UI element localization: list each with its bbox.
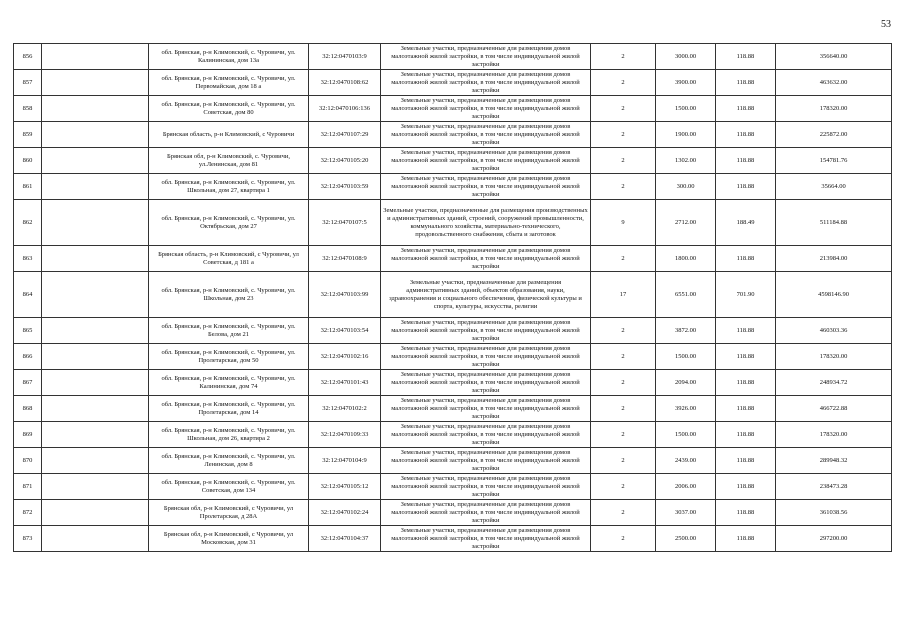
- address-cell: обл. Брянская, р-н Климовский, с. Чуровичи, ул. Школьная, дом 23: [149, 272, 309, 318]
- table-row: [14, 318, 892, 344]
- rate-cell: 118.88: [716, 500, 776, 526]
- address-cell: обл. Брянская, р-н Климовский, с. Чуровичи, ул. Школьная, дом 26, квартира 2: [149, 422, 309, 448]
- land-use-cell: Земельные участки, предназначенные для размещения домов малоэтажной жилой застройки, в том числе индивидуальной жилой застройки: [381, 500, 591, 526]
- cadastral-value-cell: 154781.76: [776, 148, 892, 174]
- cadastral-number-cell: 32:12:0470108:9: [309, 246, 381, 272]
- cadastral-number-cell: 32:12:0470103:9: [309, 44, 381, 70]
- row-spacer: [42, 370, 149, 396]
- row-number: 869: [14, 422, 42, 448]
- cadastral-value-cell: 225872.00: [776, 122, 892, 148]
- group-cell: 2: [591, 96, 656, 122]
- cadastral-value-cell: 238473.28: [776, 474, 892, 500]
- group-cell: 2: [591, 474, 656, 500]
- address-cell: Брянская область, р-н Климовский, с Чуровичи: [149, 122, 309, 148]
- cadastral-value-cell: 178320.00: [776, 344, 892, 370]
- area-cell: 2094.00: [656, 370, 716, 396]
- group-cell: 2: [591, 396, 656, 422]
- land-use-cell: Земельные участки, предназначенные для размещения домов малоэтажной жилой застройки, в том числе индивидуальной жилой застройки: [381, 370, 591, 396]
- rate-cell: 118.88: [716, 44, 776, 70]
- land-use-cell: Земельные участки, предназначенные для размещения домов малоэтажной жилой застройки, в том числе индивидуальной жилой застройки: [381, 96, 591, 122]
- rate-cell: 118.88: [716, 122, 776, 148]
- cadastral-number-cell: 32:12:0470103:59: [309, 174, 381, 200]
- cadastral-number-cell: 32:12:0470102:24: [309, 500, 381, 526]
- group-cell: 17: [591, 272, 656, 318]
- land-use-cell: Земельные участки, предназначенные для размещения домов малоэтажной жилой застройки, в том числе индивидуальной жилой застройки: [381, 396, 591, 422]
- row-number: 857: [14, 70, 42, 96]
- row-number: 865: [14, 318, 42, 344]
- address-cell: Брянская обл, р-н Климовский, с Чуровичи, ул Московская, дом 31: [149, 526, 309, 552]
- table-row: [14, 396, 892, 422]
- table-row: [14, 526, 892, 552]
- cadastral-value-cell: 213984.00: [776, 246, 892, 272]
- table-row: [14, 96, 892, 122]
- row-number: 861: [14, 174, 42, 200]
- table-row: [14, 44, 892, 70]
- address-cell: обл. Брянская, р-н Климовский, с. Чуровичи, ул. Первомайская, дом 18 а: [149, 70, 309, 96]
- cadastral-number-cell: 32:12:0470104:37: [309, 526, 381, 552]
- land-use-cell: Земельные участки, предназначенные для размещения домов малоэтажной жилой застройки, в том числе индивидуальной жилой застройки: [381, 44, 591, 70]
- rate-cell: 118.88: [716, 396, 776, 422]
- cadastral-number-cell: 32:12:0470102:2: [309, 396, 381, 422]
- row-number: 863: [14, 246, 42, 272]
- table-row: [14, 474, 892, 500]
- rate-cell: 118.88: [716, 370, 776, 396]
- row-number: 867: [14, 370, 42, 396]
- cadastral-value-cell: 466722.88: [776, 396, 892, 422]
- cadastral-value-table: [13, 43, 892, 552]
- row-spacer: [42, 318, 149, 344]
- cadastral-value-cell: 511184.88: [776, 200, 892, 246]
- address-cell: Брянская обл, р-н Климовский, с. Чуровичи, ул.Ленинская, дом 81: [149, 148, 309, 174]
- address-cell: обл. Брянская, р-н Климовский, с. Чуровичи, ул. Октябрьская, дом 27: [149, 200, 309, 246]
- address-cell: обл. Брянская, р-н Климовский, с. Чуровичи, ул. Белова, дом 21: [149, 318, 309, 344]
- address-cell: обл. Брянская, р-н Климовский, с. Чуровичи, ул. Калининская, дом 74: [149, 370, 309, 396]
- area-cell: 3000.00: [656, 44, 716, 70]
- land-use-cell: Земельные участки, предназначенные для размещения домов малоэтажной жилой застройки, в том числе индивидуальной жилой застройки: [381, 122, 591, 148]
- area-cell: 2712.00: [656, 200, 716, 246]
- land-use-cell: Земельные участки, предназначенные для размещения домов малоэтажной жилой застройки, в том числе индивидуальной жилой застройки: [381, 246, 591, 272]
- row-number: 872: [14, 500, 42, 526]
- area-cell: 1800.00: [656, 246, 716, 272]
- land-use-cell: Земельные участки, предназначенные для размещения домов малоэтажной жилой застройки, в том числе индивидуальной жилой застройки: [381, 422, 591, 448]
- row-number: 859: [14, 122, 42, 148]
- cadastral-number-cell: 32:12:0470107:29: [309, 122, 381, 148]
- cadastral-value-cell: 35664.00: [776, 174, 892, 200]
- land-use-cell: Земельные участки, предназначенные для размещения домов малоэтажной жилой застройки, в том числе индивидуальной жилой застройки: [381, 526, 591, 552]
- area-cell: 3872.00: [656, 318, 716, 344]
- row-number: 864: [14, 272, 42, 318]
- land-use-cell: Земельные участки, предназначенные для размещения домов малоэтажной жилой застройки, в том числе индивидуальной жилой застройки: [381, 448, 591, 474]
- row-spacer: [42, 96, 149, 122]
- row-spacer: [42, 396, 149, 422]
- group-cell: 2: [591, 174, 656, 200]
- cadastral-number-cell: 32:12:0470104:9: [309, 448, 381, 474]
- address-cell: обл. Брянская, р-н Климовский, с. Чуровичи, ул. Пролетарская, дом 14: [149, 396, 309, 422]
- cadastral-value-cell: 289948.32: [776, 448, 892, 474]
- table-row: [14, 272, 892, 318]
- cadastral-number-cell: 32:12:0470106:136: [309, 96, 381, 122]
- cadastral-value-cell: 178320.00: [776, 422, 892, 448]
- group-cell: 2: [591, 370, 656, 396]
- table-row: [14, 70, 892, 96]
- table-row: [14, 344, 892, 370]
- cadastral-value-cell: 4598146.90: [776, 272, 892, 318]
- cadastral-number-cell: 32:12:0470107:5: [309, 200, 381, 246]
- group-cell: 2: [591, 448, 656, 474]
- area-cell: 2500.00: [656, 526, 716, 552]
- land-use-cell: Земельные участки, предназначенные для размещения административных зданий, объектов образования, науки, здравоохранения и социального обеспечения, физической культуры и спорта, культуры, искусства, религии: [381, 272, 591, 318]
- table-row: [14, 246, 892, 272]
- row-spacer: [42, 200, 149, 246]
- row-spacer: [42, 70, 149, 96]
- group-cell: 2: [591, 344, 656, 370]
- table-row: [14, 370, 892, 396]
- cadastral-value-cell: 356640.00: [776, 44, 892, 70]
- row-number: 870: [14, 448, 42, 474]
- table-row: [14, 448, 892, 474]
- address-cell: обл. Брянская, р-н Климовский, с. Чуровичи, ул. Пролетарская, дом 50: [149, 344, 309, 370]
- cadastral-number-cell: 32:12:0470105:20: [309, 148, 381, 174]
- table-row: [14, 500, 892, 526]
- page-number: 53: [881, 19, 891, 30]
- table-body: [14, 44, 892, 552]
- area-cell: 1500.00: [656, 422, 716, 448]
- row-spacer: [42, 344, 149, 370]
- rate-cell: 118.88: [716, 174, 776, 200]
- table-row: [14, 422, 892, 448]
- group-cell: 2: [591, 500, 656, 526]
- area-cell: 1302.00: [656, 148, 716, 174]
- row-spacer: [42, 448, 149, 474]
- row-spacer: [42, 148, 149, 174]
- area-cell: 300.00: [656, 174, 716, 200]
- row-number: 868: [14, 396, 42, 422]
- address-cell: обл. Брянская, р-н Климовский, с. Чуровичи, ул. Советская, дом 134: [149, 474, 309, 500]
- cadastral-value-cell: 463632.00: [776, 70, 892, 96]
- row-spacer: [42, 474, 149, 500]
- address-cell: обл. Брянская, р-н Климовский, с. Чуровичи, ул. Советская, дом 80: [149, 96, 309, 122]
- row-number: 873: [14, 526, 42, 552]
- cadastral-number-cell: 32:12:0470108:62: [309, 70, 381, 96]
- area-cell: 6551.00: [656, 272, 716, 318]
- cadastral-value-cell: 248934.72: [776, 370, 892, 396]
- row-spacer: [42, 422, 149, 448]
- row-spacer: [42, 526, 149, 552]
- group-cell: 2: [591, 318, 656, 344]
- rate-cell: 118.88: [716, 526, 776, 552]
- area-cell: 1500.00: [656, 96, 716, 122]
- address-cell: обл. Брянская, р-н Климовский, с. Чуровичи, ул. Калининская, дом 13а: [149, 44, 309, 70]
- row-spacer: [42, 122, 149, 148]
- rate-cell: 118.88: [716, 344, 776, 370]
- table-row: [14, 200, 892, 246]
- land-use-cell: Земельные участки, предназначенные для размещения домов малоэтажной жилой застройки, в том числе индивидуальной жилой застройки: [381, 344, 591, 370]
- cadastral-number-cell: 32:12:0470105:12: [309, 474, 381, 500]
- land-use-cell: Земельные участки, предназначенные для размещения домов малоэтажной жилой застройки, в том числе индивидуальной жилой застройки: [381, 148, 591, 174]
- cadastral-number-cell: 32:12:0470101:43: [309, 370, 381, 396]
- address-cell: Брянская обл, р-н Климовский, с Чуровичи, ул Пролетарская, д 28А: [149, 500, 309, 526]
- land-use-cell: Земельные участки, предназначенные для размещения домов малоэтажной жилой застройки, в том числе индивидуальной жилой застройки: [381, 174, 591, 200]
- group-cell: 2: [591, 122, 656, 148]
- land-use-cell: Земельные участки, предназначенные для размещения домов малоэтажной жилой застройки, в том числе индивидуальной жилой застройки: [381, 474, 591, 500]
- group-cell: 2: [591, 422, 656, 448]
- row-number: 856: [14, 44, 42, 70]
- rate-cell: 118.88: [716, 96, 776, 122]
- land-use-cell: Земельные участки, предназначенные для размещения производственных и административных зданий, строений, сооружений промышленности, коммунального хозяйства, материально-технического, продовольственного снабжения, сбыта и заготовок: [381, 200, 591, 246]
- cadastral-value-cell: 297200.00: [776, 526, 892, 552]
- group-cell: 2: [591, 246, 656, 272]
- rate-cell: 118.88: [716, 246, 776, 272]
- row-spacer: [42, 246, 149, 272]
- group-cell: 9: [591, 200, 656, 246]
- group-cell: 2: [591, 148, 656, 174]
- area-cell: 1900.00: [656, 122, 716, 148]
- row-number: 858: [14, 96, 42, 122]
- row-spacer: [42, 500, 149, 526]
- address-cell: обл. Брянская, р-н Климовский, с. Чуровичи, ул. Ленинская, дом 8: [149, 448, 309, 474]
- address-cell: Брянская область, р-н Климовский, с Чуровичи, ул Советская, д 181 а: [149, 246, 309, 272]
- cadastral-number-cell: 32:12:0470103:99: [309, 272, 381, 318]
- table-row: [14, 174, 892, 200]
- cadastral-value-cell: 460303.36: [776, 318, 892, 344]
- area-cell: 3900.00: [656, 70, 716, 96]
- rate-cell: 118.88: [716, 474, 776, 500]
- area-cell: 2006.00: [656, 474, 716, 500]
- group-cell: 2: [591, 70, 656, 96]
- rate-cell: 118.88: [716, 148, 776, 174]
- address-cell: обл. Брянская, р-н Климовский, с. Чуровичи, ул. Школьная, дом 27, квартира 1: [149, 174, 309, 200]
- row-number: 871: [14, 474, 42, 500]
- table-row: [14, 122, 892, 148]
- row-spacer: [42, 44, 149, 70]
- row-spacer: [42, 272, 149, 318]
- group-cell: 2: [591, 44, 656, 70]
- table-row: [14, 148, 892, 174]
- row-spacer: [42, 174, 149, 200]
- cadastral-number-cell: 32:12:0470103:54: [309, 318, 381, 344]
- area-cell: 3926.00: [656, 396, 716, 422]
- area-cell: 2439.00: [656, 448, 716, 474]
- rate-cell: 118.88: [716, 422, 776, 448]
- row-number: 860: [14, 148, 42, 174]
- row-number: 866: [14, 344, 42, 370]
- group-cell: 2: [591, 526, 656, 552]
- row-number: 862: [14, 200, 42, 246]
- area-cell: 1500.00: [656, 344, 716, 370]
- land-use-cell: Земельные участки, предназначенные для размещения домов малоэтажной жилой застройки, в том числе индивидуальной жилой застройки: [381, 318, 591, 344]
- rate-cell: 701.90: [716, 272, 776, 318]
- land-use-cell: Земельные участки, предназначенные для размещения домов малоэтажной жилой застройки, в том числе индивидуальной жилой застройки: [381, 70, 591, 96]
- rate-cell: 118.88: [716, 70, 776, 96]
- rate-cell: 118.88: [716, 318, 776, 344]
- cadastral-value-cell: 361038.56: [776, 500, 892, 526]
- rate-cell: 188.49: [716, 200, 776, 246]
- cadastral-number-cell: 32:12:0470109:33: [309, 422, 381, 448]
- cadastral-value-cell: 178320.00: [776, 96, 892, 122]
- rate-cell: 118.88: [716, 448, 776, 474]
- area-cell: 3037.00: [656, 500, 716, 526]
- cadastral-number-cell: 32:12:0470102:16: [309, 344, 381, 370]
